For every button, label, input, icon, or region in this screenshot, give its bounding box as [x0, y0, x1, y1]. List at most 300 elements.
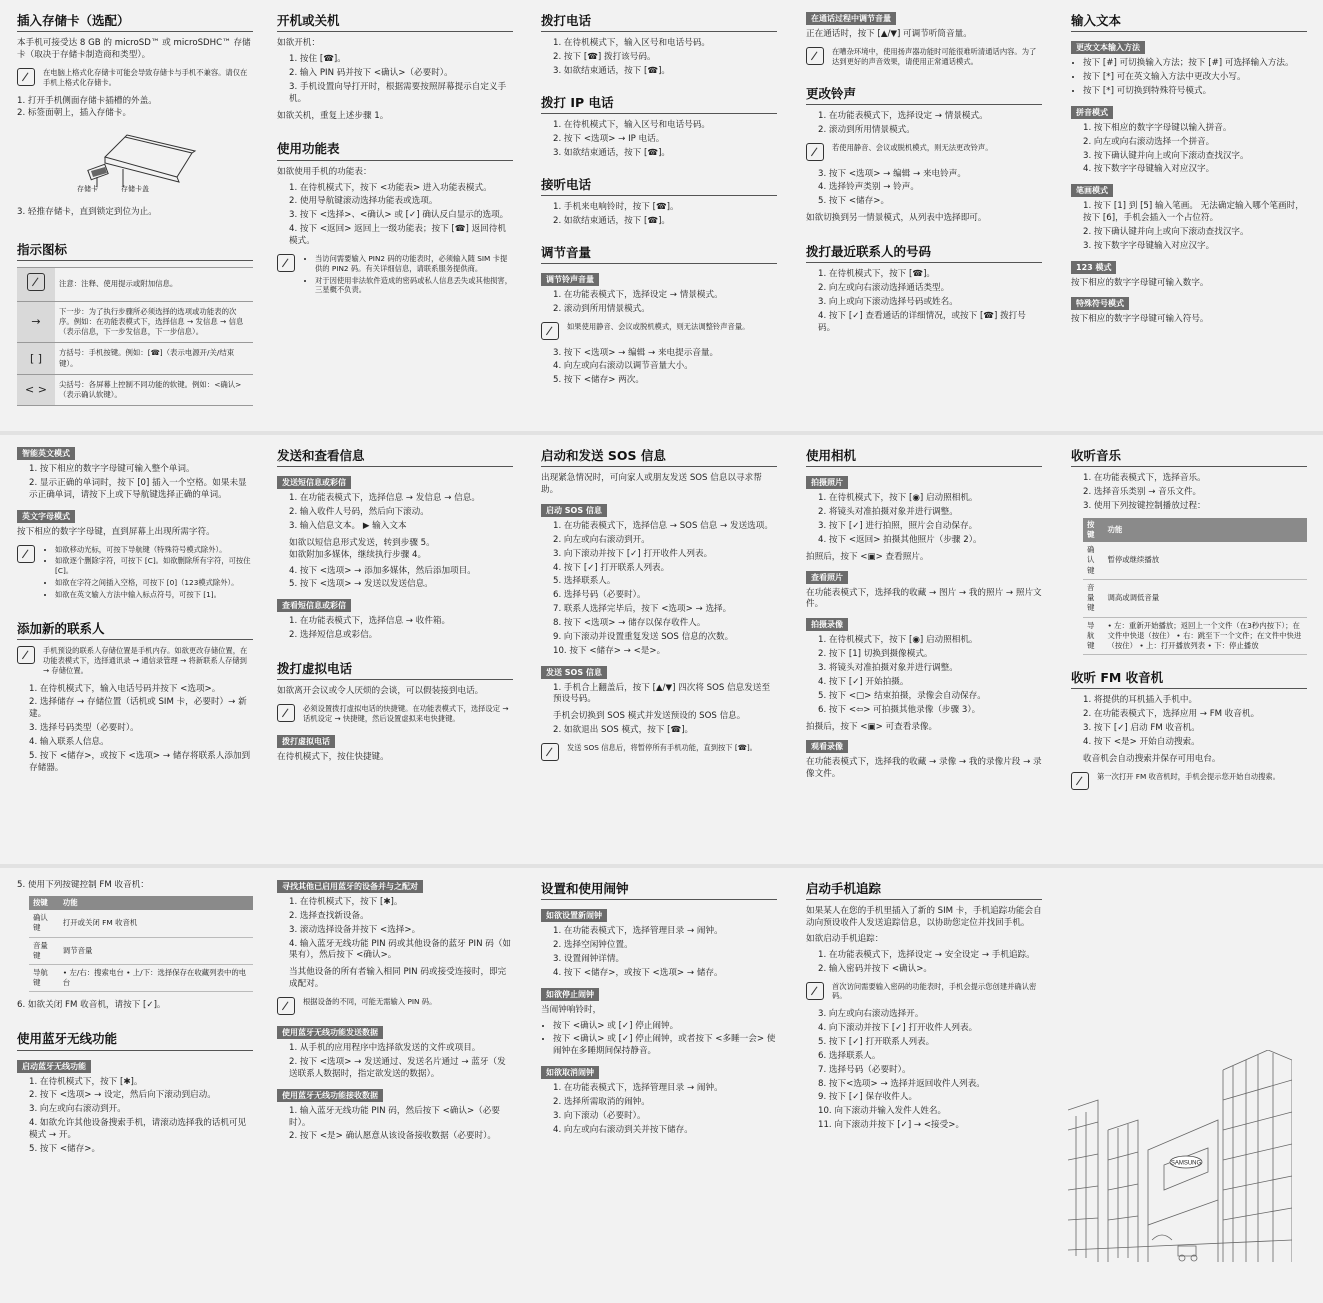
step: 3. 将镜头对准拍摄对象并进行调整。 [818, 663, 958, 674]
paragraph: 如欲以短信息形式发送，转到步骤 5。 [289, 537, 435, 548]
step: 3. 按下 [✓] 启动 FM 收音机。 [1083, 723, 1200, 734]
steps-list [806, 111, 1042, 137]
subheading: 如欲取消闹钟 [541, 1066, 599, 1079]
step: 1. 按下相应的数字字母键可输入整个单词。 [29, 464, 195, 475]
steps-list [277, 1106, 513, 1144]
steps-list [17, 1077, 253, 1156]
step: 8. 按下<选项> → 选择并返回收件人列表。 [818, 1078, 985, 1089]
steps-list [277, 493, 513, 533]
fm-keys-table [29, 896, 253, 993]
brand-text: SAMSUNG [1170, 1160, 1202, 1167]
icon-row [17, 374, 253, 405]
heading-sos: 启动和发送 SOS 信息 [541, 447, 777, 467]
note-text: 根据设备的不同，可能无需输入 PIN 码。 [303, 997, 437, 1007]
step: 4. 选择铃声类别 → 铃声。 [818, 182, 919, 193]
section-bluetooth-pair [277, 880, 513, 1148]
note-text: 第一次打开 FM 收音机时，手机会提示您开始自动搜索。 [1097, 771, 1280, 781]
steps-list [806, 950, 1042, 976]
step: 3. 使用下列按键控制播放过程： [1083, 500, 1206, 511]
note-text: 在嘈杂环境中，使用扬声器功能时可能很难听清通话内容。为了达到更好的声音效果，请使用正常通话模式。 [832, 46, 1037, 66]
heading-answer: 接听电话 [541, 176, 777, 196]
icon-row [17, 301, 253, 343]
step: 5. 按下 <□> 结束拍摄，录像会自动保存。 [818, 690, 986, 701]
steps-list [541, 120, 777, 160]
city-street-illustration [1068, 1050, 1292, 1262]
subheading: 查看短信息或彩信 [277, 599, 351, 612]
step: 2. 如欲退出 SOS 模式，按下 [☎]。 [553, 725, 694, 736]
subheading: 更改文本输入方法 [1071, 41, 1145, 54]
note-icon [17, 646, 35, 664]
step: 4. 按下 [✓] 开始拍摄。 [818, 676, 909, 687]
subheading: 使用蓝牙无线功能发送数据 [277, 1026, 383, 1039]
step: 2. 选择空闲钟位置。 [553, 940, 633, 951]
subheading: 特殊符号模式 [1071, 297, 1129, 310]
bullet: • 按下 [*] 可切换到特殊符号模式。 [1083, 86, 1307, 98]
step: 3. 按下确认键并向上或向下滚动查找汉字。 [1083, 150, 1249, 161]
steps-list [806, 169, 1042, 209]
music-keys-table [1083, 518, 1307, 655]
step: 2. 向左或向右滚动选择通话类型。 [818, 283, 950, 294]
table-cell: 调高或调低音量 [1103, 579, 1307, 617]
step: 4. 按下 <选项> → 添加多媒体，然后添加项目。 [289, 565, 476, 576]
step: 2. 滚动到所用情景模式。 [553, 303, 650, 314]
step: 2. 选择短信息或彩信。 [289, 630, 378, 641]
row-divider [0, 864, 1323, 868]
note-block [806, 47, 1042, 67]
step: 1. 在待机模式下，输入区号和电话号码。 [553, 38, 711, 49]
step: 6. 如欲关闭 FM 收音机，请按下 [✓]。 [17, 1000, 166, 1011]
step: 1. 在功能表模式下，选择信息 → 收件箱。 [289, 616, 451, 627]
step: 5. 按下 <储存>，或按下 <选项> → 储存将联系人添加到存储器。 [29, 750, 251, 773]
note-icon [806, 143, 824, 161]
step: 1. 手机来电响铃时，按下 [☎]。 [553, 201, 679, 212]
step: 2. 在功能表模式下，选择应用 → FM 收音机。 [1083, 709, 1260, 720]
section-camera [806, 447, 1042, 785]
step: 2. 向左或向右滚动到开。 [553, 534, 650, 545]
steps-list [277, 616, 513, 642]
section-english-input [17, 447, 253, 780]
steps-list [277, 54, 513, 105]
subheading: 智能英文模式 [17, 447, 75, 460]
note-text: 若使用静音、会议或脱机模式，则无法更改铃声。 [832, 142, 993, 152]
note-text: • 当访问需要输入 PIN2 码的功能表时，必须输入随 SIM 卡提供的 PIN2 码。有关详细信息，请联系服务提供商。 [315, 254, 513, 274]
heading-ringtone: 更改铃声 [806, 85, 1042, 105]
paragraph: 如欲开机： [277, 38, 320, 49]
steps-list [541, 521, 777, 658]
icon-row [17, 343, 253, 374]
icon-table [17, 267, 253, 406]
subheading: 笔画模式 [1071, 184, 1113, 197]
heading-camera: 使用相机 [806, 447, 1042, 467]
step: 4. 输入联系人信息。 [29, 736, 109, 747]
step: 1. 在功能表模式下，选择设定 → 情景模式。 [553, 289, 723, 300]
step: 2. 输入 PIN 码并按下 <确认>（必要时）。 [289, 67, 453, 78]
step: 1. 在待机模式下，输入区号和电话号码。 [553, 120, 711, 131]
step: 3. 输入信息文本。 ▶ 输入文本 [289, 521, 407, 531]
step: 1. 在待机模式下，按下 [✱]。 [29, 1076, 143, 1087]
step: 2. 按下 [1] 切换到摄像模式。 [818, 649, 933, 660]
steps-list [17, 684, 253, 775]
table-row [29, 910, 253, 937]
heading-fm-radio: 收听 FM 收音机 [1071, 669, 1307, 689]
subheading: 拼音模式 [1071, 106, 1113, 119]
step: 4. 按下 <储存>，或按下 <选项> → 储存。 [553, 967, 723, 978]
step: 1. 在功能表模式下，选择设定 → 情景模式。 [818, 110, 988, 121]
step: 2. 按下 <选项> → 发送通过、发送名片通过 → 蓝牙（发送联系人数据时，指定欲发送的数据）。 [289, 1056, 506, 1079]
paragraph: 按下相应的数字字母键，直到屏幕上出现所需字符。 [17, 526, 215, 537]
step: 3. 如欲结束通话，按下 [☎]。 [553, 65, 671, 76]
icon-desc: 方括号：手机按键。例如：[☎]（表示电源开/关/结束键）。 [55, 343, 253, 374]
paragraph: 如欲切换到另一情景模式，从列表中选择即可。 [806, 213, 987, 224]
subheading: 使用蓝牙无线功能接收数据 [277, 1089, 383, 1102]
step: 5. 按下 <选项> → 发送以发送信息。 [289, 579, 433, 590]
city-sketch [1068, 1050, 1292, 1262]
column-header: 功能 [1103, 518, 1307, 542]
steps-list [1071, 201, 1307, 252]
step: 1. 在功能表模式下，选择信息 → SOS 信息 → 发送选项。 [553, 521, 773, 531]
paragraph: 在待机模式下，按住快捷键。 [277, 751, 389, 762]
step: 3. 选择号码类型（必要时）。 [29, 723, 139, 734]
note-list [303, 254, 513, 297]
note-block [277, 704, 513, 724]
steps-list [1071, 695, 1307, 748]
table-cell: 打开或关闭 FM 收音机 [59, 910, 253, 937]
table-cell: 音量键 [1083, 579, 1103, 617]
note-icon [541, 322, 559, 340]
section-sos [541, 447, 777, 769]
table-header [1083, 518, 1307, 542]
table-row [1083, 579, 1307, 617]
icon-desc: 注意：注释、使用提示或附加信息。 [55, 268, 253, 301]
subheading: 拨打虚拟电话 [277, 735, 335, 748]
table-cell: 调节音量 [59, 937, 253, 964]
subheading: 拍摄照片 [806, 476, 848, 489]
paragraph: 收音机会自动搜索并保存可用电台。 [1083, 753, 1221, 764]
note-text: 发送 SOS 信息后，将暂停所有手机功能，直到按下 [☎]。 [567, 743, 757, 753]
paragraph: 按下相应的数字字母键可输入数字。 [1071, 277, 1209, 288]
paragraph: 手机会切换到 SOS 模式并发送预设的 SOS 信息。 [553, 711, 746, 722]
section-messages [277, 447, 513, 768]
subheading: 在通话过程中调节音量 [806, 12, 896, 25]
paragraph: 如欲启动手机追踪： [806, 933, 884, 944]
step: 3. 如欲结束通话，按下 [☎]。 [553, 147, 671, 158]
section-text-input [1071, 12, 1307, 330]
heading-tracker: 启动手机追踪 [806, 880, 1042, 900]
step: 1. 在待机模式下，输入电话号码并按下 <选项>。 [29, 683, 221, 694]
step: 10. 向下滚动并输入发件人姓名。 [818, 1106, 947, 1117]
subheading: 观看录像 [806, 740, 848, 753]
subheading: 发送 SOS 信息 [541, 666, 607, 679]
note-block [17, 68, 253, 88]
section-memory-card [17, 12, 253, 406]
table-row [1083, 617, 1307, 655]
step: 2. 输入密码并按下 <确认>。 [818, 963, 933, 974]
step: 5. 按下 <储存>。 [818, 196, 890, 207]
note-text: 必须设置拨打虚拟电话的快捷键。在功能表模式下，选择设定 → 话机设定 → 快捷键，然后设置虚拟来电快捷键。 [303, 704, 509, 723]
note-icon [806, 47, 824, 65]
heading-music: 收听音乐 [1071, 447, 1307, 467]
paragraph: 如果某人在您的手机里插入了新的 SIM 卡，手机追踪功能会自动向预设收件人发送追踪信息，以协助您定位并找回手机。 [806, 906, 1042, 929]
note-text: • 如欲逐个删除字符，可按下 [C]。如欲删除所有字符，可按住 [C]。 [55, 556, 253, 576]
table-cell: 确认键 [29, 910, 59, 937]
steps-list [806, 269, 1042, 334]
step: 3. 向下滚动并按下 [✓] 打开收件人列表。 [553, 548, 713, 559]
step: 3. 按下 [✓] 进行拍照，照片会自动保存。 [818, 521, 978, 531]
note-block [806, 143, 1042, 161]
phone-card-illustration [17, 127, 253, 199]
step: 4. 按下 <返回> 返回上一级功能表；按下 [☎] 返回待机模式。 [289, 224, 506, 246]
step: 11. 向下滚动并按下 [✓] → <接受>。 [818, 1120, 965, 1131]
note-icon [277, 254, 295, 272]
note-list [43, 545, 253, 602]
steps-list [806, 1009, 1042, 1132]
step: 2. 标签面朝上，插入存储卡。 [17, 107, 132, 118]
paragraph: 拍摄后，按下 <▣> 可查看录像。 [806, 721, 938, 732]
icon-row [17, 268, 253, 301]
step: 1. 在功能表模式下，选择信息 → 发信息 → 信息。 [289, 493, 480, 504]
step: 3. 向下滚动（必要时）。 [553, 1110, 646, 1121]
heading-add-contact: 添加新的联系人 [17, 620, 253, 640]
subheading: 英文字母模式 [17, 510, 75, 523]
step: 1. 按下 [1] 到 [5] 输入笔画。 无法确定输入哪个笔画时，按下 [6]，手机会插入一个占位符。 [1083, 201, 1304, 224]
step: 4. 按下 [✓] 查看通话的详细情况，或按下 [☎] 拨打号码。 [818, 310, 1026, 333]
note-block [17, 646, 253, 676]
step: 3. 向上或向下滚动选择号码或姓名。 [818, 296, 958, 307]
steps-list [541, 1083, 777, 1136]
steps-list [541, 38, 777, 78]
heading-fake-call: 拨打虚拟电话 [277, 660, 513, 680]
steps-list [541, 725, 777, 737]
bullet: • 按下 <确认> 或 [✓] 停止闹钟。 [553, 1021, 777, 1033]
step: 4. 如欲允许其他设备搜索手机，请滚动选择我的话机可见模式 → 开。 [29, 1118, 247, 1140]
step: 5. 按下 <储存> 两次。 [553, 375, 644, 386]
table-cell: 音量键 [29, 937, 59, 964]
steps-list [806, 635, 1042, 716]
step: 1. 在功能表模式下，选择管理目录 → 闹钟。 [553, 926, 723, 937]
step: 10. 按下 <储存> → <是>。 [553, 645, 666, 656]
note-icon [17, 68, 35, 86]
step: 5. 按下 <储存>。 [29, 1143, 101, 1154]
note-block [1071, 772, 1307, 790]
card-intro: 本手机可接受达 8 GB 的 microSD™ 或 microSDHC™ 存储卡（取决于存储卡制造商和类型）。 [17, 38, 251, 61]
table-cell: 导航键 [29, 964, 59, 991]
heading-power: 开机或关机 [277, 12, 513, 32]
step: 7. 联系人选择完毕后，按下 <选项> → 选择。 [553, 604, 732, 615]
step: 4. 向左或向右滚动以调节音量大小。 [553, 361, 693, 372]
step: 2. 选择音乐类别 → 音乐文件。 [1083, 487, 1202, 498]
step: 1. 在待机模式下，按下 <功能表> 进入功能表模式。 [289, 182, 492, 193]
step: 1. 在待机模式下，按下 [◉] 启动照相机。 [818, 493, 978, 504]
step: 1. 在功能表模式下，选择设定 → 安全设定 → 手机追踪。 [818, 949, 1035, 960]
note-icon [277, 997, 295, 1015]
paragraph: 如欲附加多媒体，继续执行步骤 4。 [289, 549, 427, 560]
heading-insert-card: 插入存储卡（选配） [17, 12, 253, 32]
subheading: 拍摄录像 [806, 618, 848, 631]
paragraph: 出现紧急情况时，可向家人或朋友发送 SOS 信息以寻求帮助。 [541, 473, 762, 496]
heading-messages: 发送和查看信息 [277, 447, 513, 467]
note-text: 首次访问需要输入密码的功能表时，手机会提示您创建并确认密码。 [832, 981, 1037, 1001]
step: 3. 按下数字字母键输入对应汉字。 [1083, 240, 1215, 251]
step: 3. 按下 <选择>、<确认> 或 [✓] 确认反白显示的选项。 [289, 210, 509, 221]
step: 3. 向左或向右滚动选择开。 [818, 1009, 924, 1020]
step: 6. 按下 <⇦> 可拍摄其他录像（步骤 3）。 [818, 704, 981, 715]
step: 9. 向下滚动并设置重复发送 SOS 信息的次数。 [553, 631, 734, 642]
step: 4. 向左或向右滚动到关并按下储存。 [553, 1124, 693, 1135]
step: 3. 向左或向右滚动到开。 [29, 1104, 126, 1115]
note-block [277, 254, 513, 297]
paragraph: 如欲使用手机的功能表： [277, 166, 372, 177]
bullet: • 按下 [*] 可在英文输入方法中更改大小写。 [1083, 72, 1307, 84]
section-alarm [541, 880, 777, 1142]
steps-list [806, 493, 1042, 546]
step: 2. 选择储存 → 存储位置（话机或 SIM 卡，必要时）→ 新建。 [29, 697, 247, 720]
note-text: • 如欲在英文输入方法中输入标点符号，可按下 [1]。 [55, 590, 253, 600]
note-block [541, 743, 777, 761]
table-cell: 导航键 [1083, 617, 1103, 655]
steps-list [541, 348, 777, 388]
note-text: • 对于因使用非法软件造成的密码或私人信息丢失或其他损害，三星概不负责。 [315, 276, 513, 296]
step: 4. 输入蓝牙无线功能 PIN 码或其他设备的蓝牙 PIN 码（如果有），然后按下 <确认>。 [289, 938, 512, 961]
paragraph: 如欲关机，重复上述步骤 1。 [277, 110, 389, 121]
heading-call: 拨打电话 [541, 12, 777, 32]
paragraph: 在功能表模式下，选择我的收藏 → 录像 → 我的录像片段 → 录像文件。 [806, 757, 1042, 780]
step: 5. 按下 [✓] 打开联系人列表。 [818, 1036, 935, 1047]
subheading: 调节铃声音量 [541, 273, 599, 286]
heading-icons: 指示图标 [17, 241, 253, 261]
steps-list [541, 683, 777, 707]
note-block [277, 997, 513, 1015]
steps-list [541, 202, 777, 228]
step: 1. 在待机模式下，按下 [☎]。 [818, 269, 936, 280]
note-icon [17, 268, 55, 301]
step: 1. 在待机模式下，按下 [◉] 启动照相机。 [818, 635, 978, 646]
bullet-list [1071, 58, 1307, 98]
subheading: 查看照片 [806, 571, 848, 584]
step: 2. 使用导航键滚动选择功能表或选项。 [289, 196, 438, 207]
steps-list [277, 1043, 513, 1081]
steps-list [277, 566, 513, 592]
note-text: • 如欲移动光标，可按下导航键（特殊符号模式除外）。 [55, 545, 253, 555]
step: 4. 按下 [✓] 打开联系人列表。 [553, 562, 670, 573]
step: 2. 按下 <是> 确认愿意从该设备接收数据（必要时）。 [289, 1131, 496, 1142]
note-block [17, 545, 253, 602]
heading-volume: 调节音量 [541, 244, 777, 264]
section-ringtone [806, 12, 1042, 340]
step: 3. 手机设置向导打开时，根据需要按照屏幕提示自定义手机。 [289, 81, 507, 104]
note-text: • 如欲在字符之间插入空格，可按下 [0]（123模式除外）。 [55, 578, 253, 588]
bullet: • 按下 <确认> 或 [✓] 停止闹钟，或者按下 <多睡一会> 使闹钟在多睡期间保持静音。 [553, 1034, 777, 1058]
step: 3. 设置闹钟详情。 [553, 954, 625, 964]
step: 6. 选择联系人。 [818, 1050, 881, 1061]
step: 1. 将提供的耳机插入手机中。 [1083, 695, 1198, 706]
step: 1. 按下相应的数字字母键以输入拼音。 [1083, 122, 1232, 133]
steps-list [1071, 123, 1307, 176]
note-text: 手机预设的联系人存储位置是手机内存。如欲更改存储位置，在功能表模式下，选择通讯录 → 通信录管理 → 将新联系人存储到 → 存储位置。 [43, 645, 248, 675]
step: 4. 按下数字字母键输入对应汉字。 [1083, 164, 1215, 175]
section-music [1071, 447, 1307, 798]
step: 2. 选择所需取消的闹钟。 [553, 1097, 650, 1108]
table-cell: • 左：重新开始播放；返回上一个文件（在3秒内按下）；在文件中快退（按住） • 右：跳至下一个文件；在文件中快进（按住） • 上：打开播放列表 • 下：停止播放 [1103, 617, 1307, 655]
column-header: 按键 [29, 896, 59, 910]
step: 4. 按下 <是> 开始自动搜索。 [1083, 737, 1200, 748]
section-calls [541, 12, 777, 392]
note-icon [806, 982, 824, 1000]
subheading: 启动 SOS 信息 [541, 504, 607, 517]
note-block [541, 322, 777, 340]
section-power [277, 12, 513, 305]
step: 1. 在功能表模式下，选择音乐。 [1083, 473, 1206, 484]
column-header: 功能 [59, 896, 253, 910]
step: 3. 轻推存储卡，直到锁定到位为止。 [17, 207, 157, 218]
table-row [29, 937, 253, 964]
steps-list [277, 897, 513, 962]
section-fm-controls [17, 880, 253, 1161]
step: 1. 打开手机侧面存储卡插槽的外盖。 [17, 95, 157, 106]
paragraph: 如欲离开会议或令人厌烦的会谈，可以假装接到电话。 [277, 686, 484, 697]
note-text: 在电脑上格式化存储卡可能会导致存储卡与手机不兼容。请仅在手机上格式化存储卡。 [43, 67, 248, 87]
note-block [806, 982, 1042, 1002]
icon-desc: 尖括号：各屏幕上控制不同功能的软键。例如：<确认>（表示确认软键）。 [55, 374, 253, 405]
heading-bluetooth: 使用蓝牙无线功能 [17, 1030, 253, 1050]
subheading: 123 模式 [1071, 261, 1116, 274]
paragraph: 按下相应的数字字母键可输入符号。 [1071, 313, 1209, 324]
bullet-list [541, 1021, 777, 1059]
section-mobile-tracker [806, 880, 1042, 1137]
steps-list [541, 926, 777, 979]
step: 2. 将镜头对准拍摄对象并进行调整。 [818, 507, 958, 518]
steps-list [17, 464, 253, 502]
step: 2. 按下确认键并向上或向下滚动查找汉字。 [1083, 227, 1249, 238]
subheading: 发送短信息或彩信 [277, 476, 351, 489]
step: 2. 按下 <选项> → 设定，然后向下滚动到启动。 [29, 1090, 216, 1101]
icon-desc: 下一步：为了执行步骤所必须选择的选项或功能表的次序。例如：在功能表模式下，选择信息 → 发信息 → 信息（表示信息，下一步发信息，下一步信息）。 [55, 301, 253, 343]
step: 2. 向左或向右滚动选择一个拼音。 [1083, 136, 1215, 147]
heading-ip-call: 拨打 IP 电话 [541, 94, 777, 114]
note-icon [1071, 772, 1089, 790]
step: 2. 如欲结束通话，按下 [☎]。 [553, 215, 671, 226]
note-icon [541, 743, 559, 761]
table-row [29, 964, 253, 991]
paragraph: 当其他设备的所有者输入相同 PIN 码或接受连接时，即完成配对。 [289, 967, 507, 990]
table-header [29, 896, 253, 910]
step: 2. 输入收件人号码，然后向下滚动。 [289, 507, 429, 518]
label-card: 存储卡 [77, 185, 98, 194]
bullet: • 按下 [#] 可切换输入方法；按下 [#] 可选择输入方法。 [1083, 58, 1307, 70]
step: 2. 显示正确的单词时，按下 [0] 插入一个空格。如果未显示正确单词，请按下上或下导航键选择正确的单词。 [29, 477, 247, 500]
heading-alarm: 设置和使用闹钟 [541, 880, 777, 900]
steps-list [277, 183, 513, 248]
step: 3. 按下 <选项> → 编辑 → 来电提示音量。 [553, 347, 719, 358]
paragraph: 在功能表模式下，选择我的收藏 → 图片 → 我的照片 → 照片文件。 [806, 587, 1042, 610]
subheading: 寻找其他已启用蓝牙的设备并与之配对 [277, 880, 423, 893]
subheading: 启动蓝牙无线功能 [17, 1060, 91, 1073]
steps-list [541, 290, 777, 316]
step: 1. 在功能表模式下，选择管理目录 → 闹钟。 [553, 1083, 723, 1094]
step: 5. 使用下列按键控制 FM 收音机： [17, 880, 149, 890]
step: 2. 按下 <选项> → IP 电话。 [553, 133, 665, 144]
column-header: 按键 [1083, 518, 1103, 542]
step: 3. 滚动选择设备并按下 <选择>。 [289, 924, 421, 935]
paragraph: 正在通话时，按下 [▲/▼] 可调节听筒音量。 [806, 29, 972, 40]
angle-bracket-icon: < > [17, 374, 55, 405]
note-icon [277, 704, 295, 722]
step: 2. 选择查找新设备。 [289, 910, 369, 921]
step: 1. 手机合上翻盖后，按下 [▲/▼] 四次将 SOS 信息发送至预设号码。 [553, 682, 771, 705]
step: 4. 向下滚动并按下 [✓] 打开收件人列表。 [818, 1023, 978, 1034]
bracket-icon: [ ] [17, 343, 55, 374]
step: 1. 在待机模式下，按下 [✱]。 [289, 897, 403, 908]
step: 1. 从手机的应用程序中选择欲发送的文件或项目。 [289, 1043, 481, 1054]
